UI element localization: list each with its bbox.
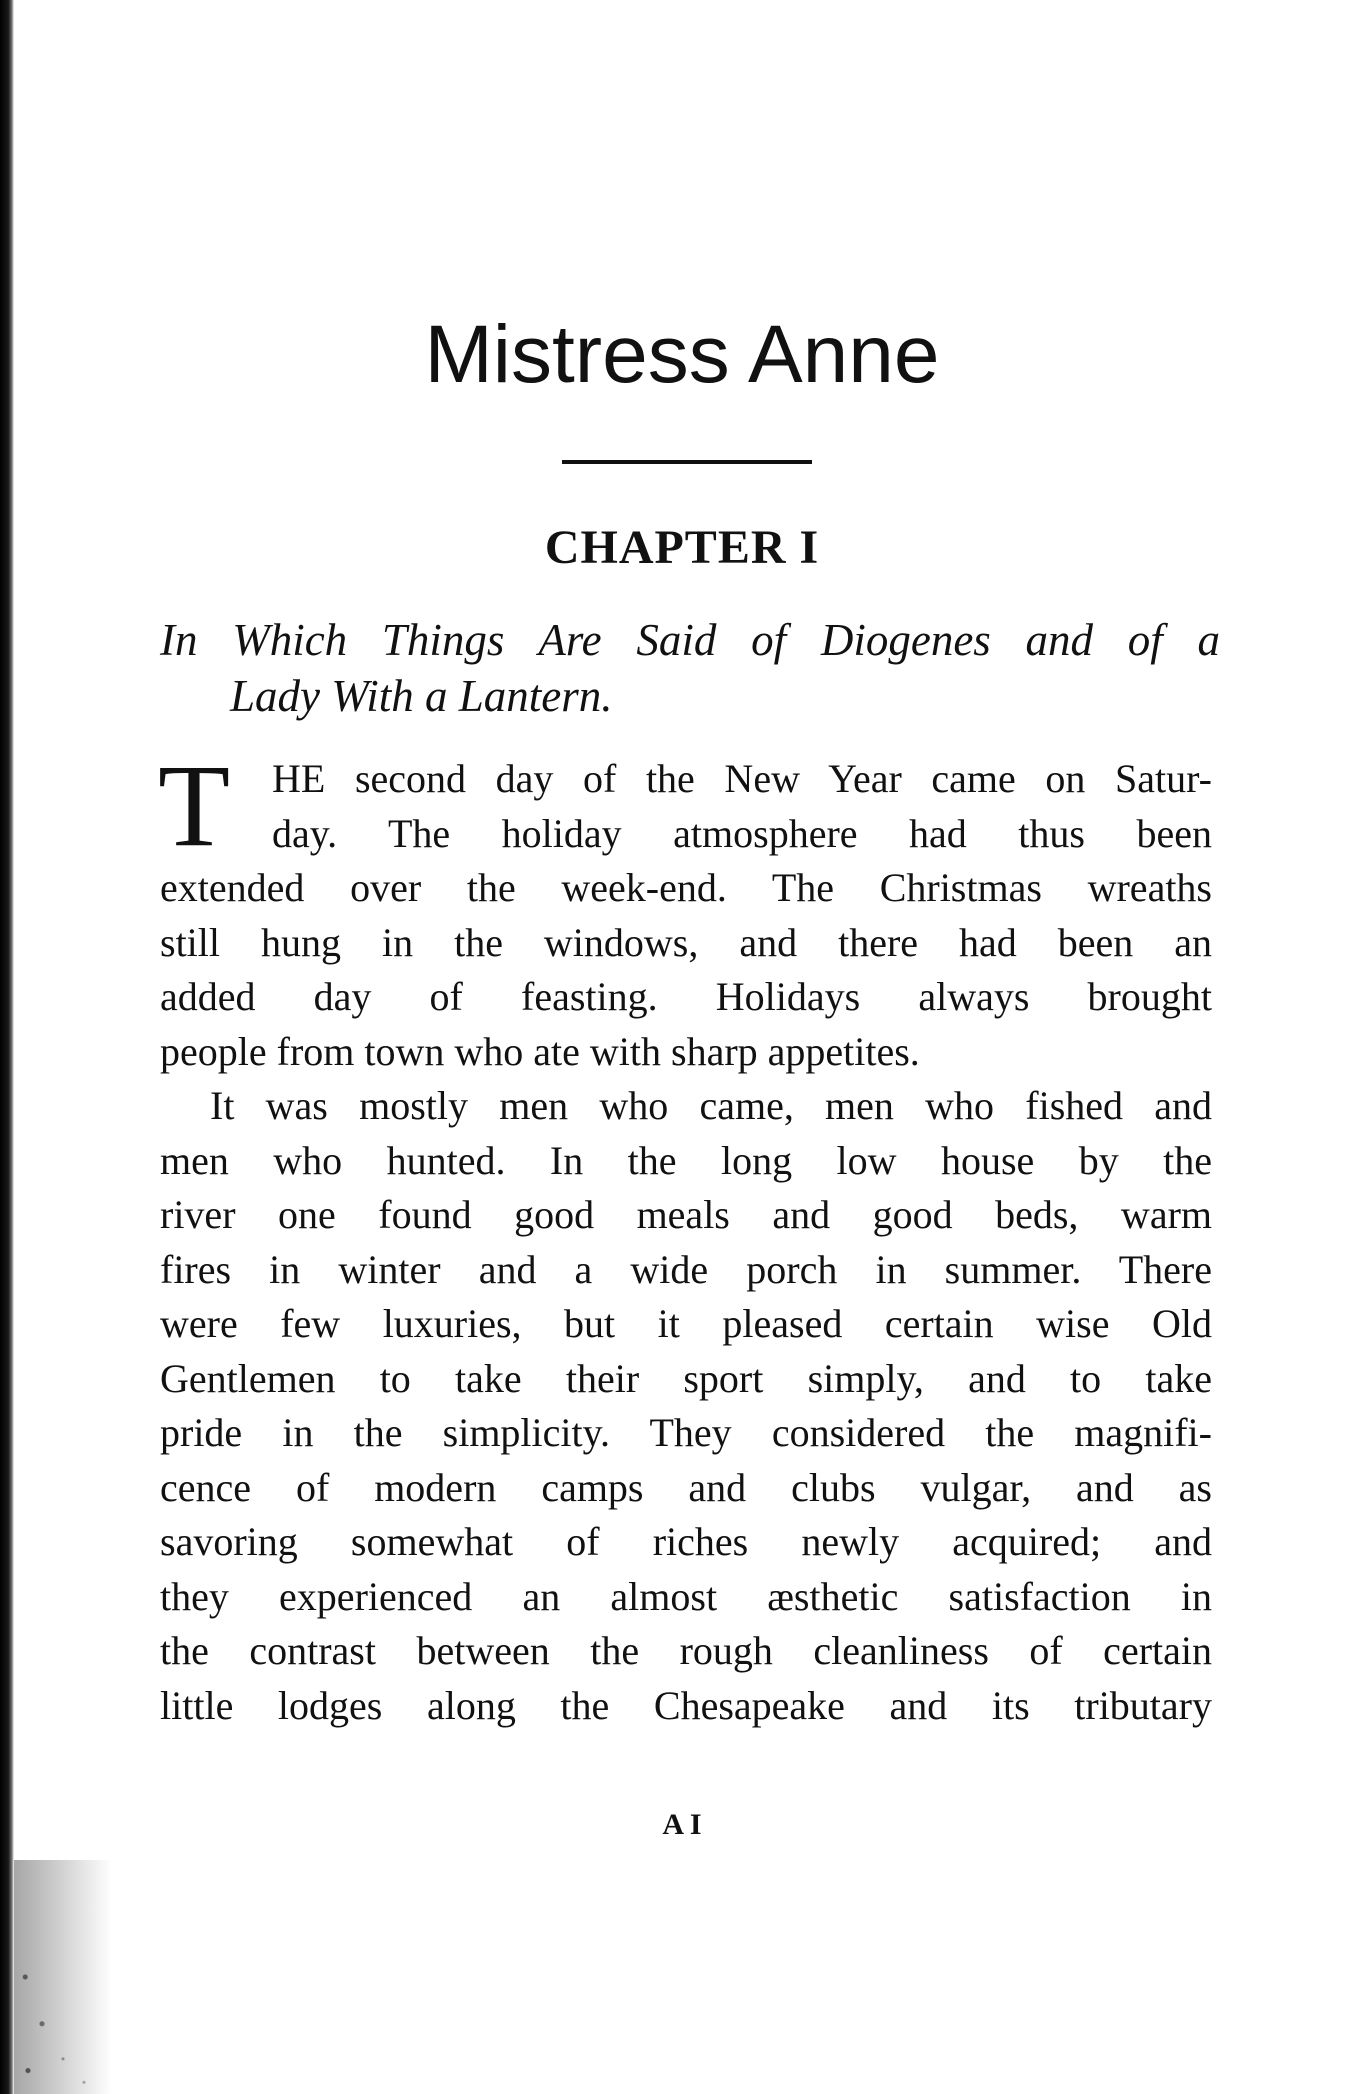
body-line: men who hunted. In the long low house by the: [160, 1137, 1212, 1183]
body-line: Gentlemen to take their sport simply, and to take: [160, 1355, 1212, 1401]
body-line: HE second day of the New Year came on Satur-: [272, 756, 1212, 801]
body-line: river one found good meals and good beds, warm: [160, 1192, 1212, 1237]
body-line: still hung in the windows, and there had been an: [160, 919, 1212, 965]
body-text: [158, 740, 1212, 1733]
body-line: people from town who ate with sharp appetites.: [160, 1028, 920, 1074]
body-line: added day of feasting. Holidays always brought: [160, 974, 1212, 1019]
title-divider-rule: [562, 460, 812, 464]
body-line: day. The holiday atmosphere had thus been: [272, 810, 1212, 856]
body-line: pride in the simplicity. They considered the magnifi-: [160, 1410, 1212, 1455]
drop-cap: T: [158, 740, 231, 871]
body-line: fires in winter and a wide porch in summer. There: [160, 1246, 1212, 1292]
body-line: cence of modern camps and clubs vulgar, and as: [160, 1464, 1212, 1510]
body-line: they experienced an almost æsthetic satisfaction in: [160, 1573, 1212, 1619]
body-line: little lodges along the Chesapeake and its tributary: [160, 1682, 1212, 1728]
chapter-subtitle-line: In Which Things Are Said of Diogenes and of a: [160, 615, 1220, 665]
chapter-heading: CHAPTER I: [544, 521, 820, 574]
body-line: extended over the week-end. The Christmas wreaths: [160, 865, 1212, 910]
chapter-subtitle-line: Lady With a Lantern.: [230, 671, 613, 721]
chapter-subtitle: [160, 612, 1220, 724]
body-line: the contrast between the rough cleanliness of certain: [160, 1628, 1212, 1673]
body-line: savoring somewhat of riches newly acquired; and: [160, 1519, 1212, 1564]
page-signature-marker: A I: [662, 1808, 702, 1841]
book-title: Mistress Anne: [424, 309, 940, 400]
body-line: It was mostly men who came, men who fished and: [210, 1083, 1212, 1128]
body-line: were few luxuries, but it pleased certain wise Old: [160, 1301, 1212, 1346]
